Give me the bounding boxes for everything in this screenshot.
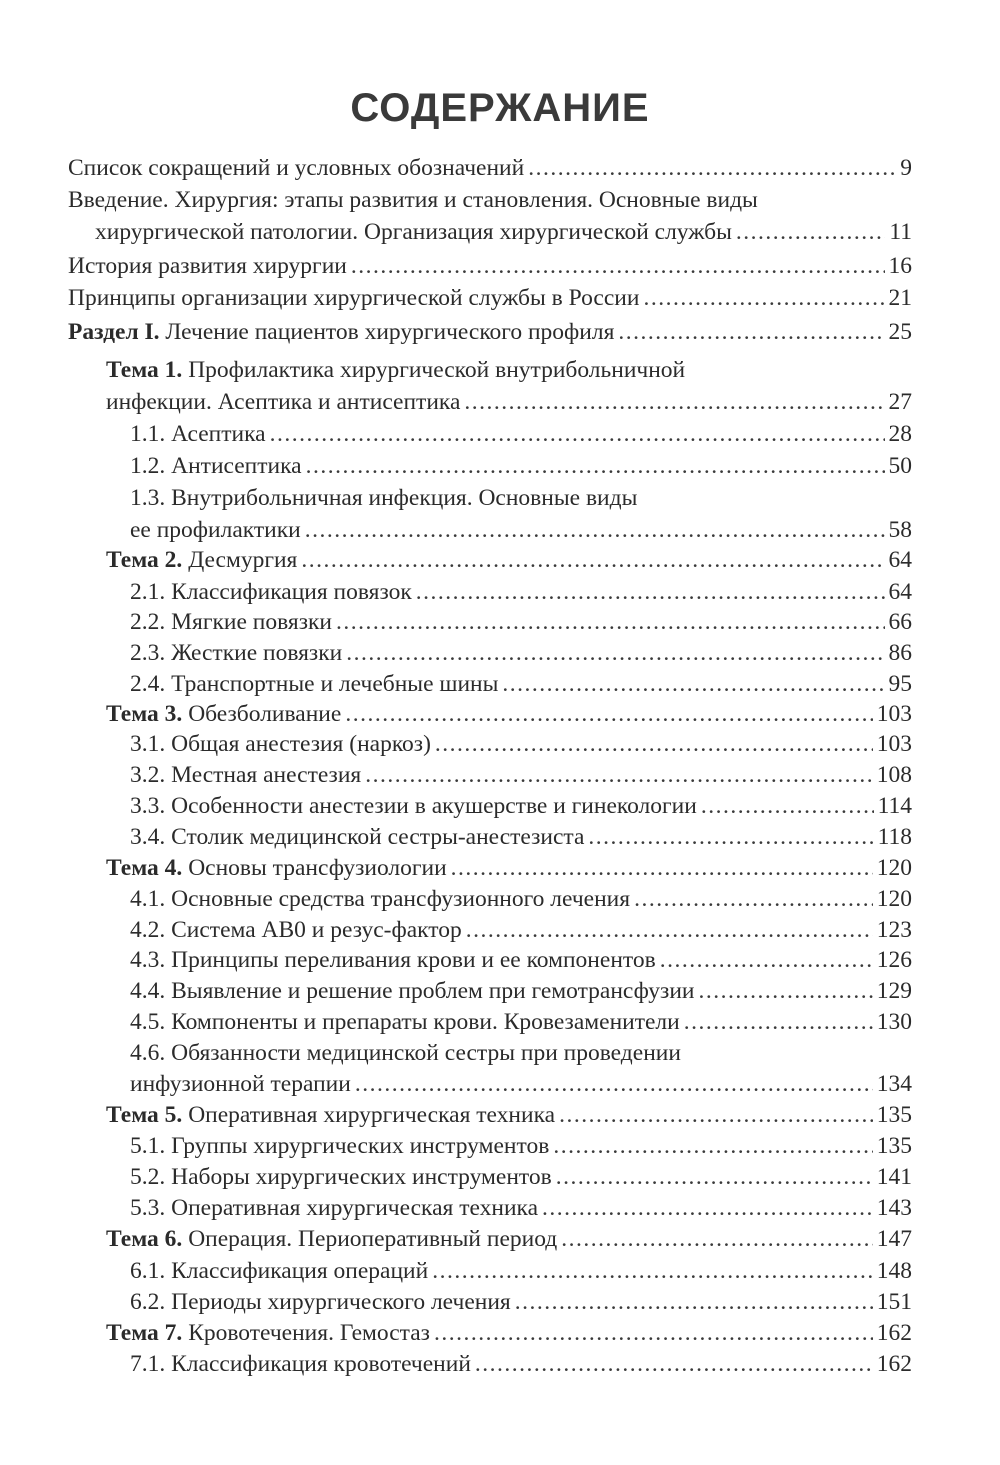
toc-entry (130, 1348, 912, 1380)
page-number: 141 (876, 1164, 912, 1190)
page-number: 135 (876, 1102, 912, 1128)
dot-leader (634, 883, 873, 915)
dot-leader (432, 1255, 873, 1287)
dot-leader (416, 576, 885, 608)
dot-leader (270, 418, 885, 450)
page-number: 143 (876, 1195, 912, 1221)
dot-leader (660, 944, 873, 976)
entry-title: Обезболивание (188, 701, 342, 727)
dot-leader (435, 728, 873, 760)
toc-entry-continuation (130, 514, 912, 546)
toc-entry (130, 821, 912, 853)
entry-title: Принципы организации хирургической службы в России (68, 285, 640, 311)
entry-text (130, 883, 630, 915)
dot-leader (698, 975, 872, 1007)
page-number: 28 (888, 421, 912, 447)
entry-title: Оперативная хирургическая техника (188, 1102, 556, 1128)
entry-text (130, 576, 412, 608)
entry-text (130, 606, 332, 638)
entry-text (130, 914, 462, 946)
dot-leader (736, 216, 885, 248)
dot-leader (701, 790, 874, 822)
entry-text (106, 852, 447, 884)
entry-title: 6.1. Классификация операций (130, 1258, 429, 1284)
entry-title: 3.1. Общая анестезия (наркоз) (130, 731, 431, 757)
entry-title: Введение. Хирургия: этапы развития и становления. Основные виды (68, 187, 758, 213)
dot-leader (515, 1286, 873, 1318)
entry-title: 1.3. Внутрибольничная инфекция. Основные виды (130, 485, 638, 511)
toc-entry (130, 482, 637, 514)
page-number: 162 (876, 1320, 912, 1346)
entry-title-continued: инфекции. Асептика и антисептика (106, 389, 461, 415)
dot-leader (561, 1223, 873, 1255)
entry-label: Тема 3. (106, 701, 183, 727)
toc-entry (130, 1286, 912, 1318)
page-number: 123 (876, 917, 912, 943)
entry-text (130, 975, 694, 1007)
toc-entry (130, 728, 912, 760)
page-number: 114 (877, 793, 912, 819)
toc-entry (106, 354, 685, 386)
entry-text (130, 1286, 511, 1318)
page-number: 64 (888, 579, 912, 605)
entry-label: Тема 5. (106, 1102, 183, 1128)
dot-leader (475, 1348, 873, 1380)
dot-leader (643, 282, 884, 314)
dot-leader (336, 606, 885, 638)
dot-leader (365, 759, 873, 791)
page-number: 120 (876, 855, 912, 881)
entry-title: Профилактика хирургической внутрибольничной (188, 357, 686, 383)
page-number: 27 (888, 389, 912, 415)
entry-title-continued: ее профилактики (130, 517, 301, 543)
entry-text (106, 698, 341, 730)
entry-title: 3.4. Столик медицинской сестры-анестезиста (130, 824, 585, 850)
dot-leader (451, 852, 873, 884)
toc-entry (130, 790, 912, 822)
page-number: 134 (876, 1071, 912, 1097)
entry-title: Основы трансфузиологии (188, 855, 447, 881)
entry-text (68, 250, 347, 282)
toc-entry-continuation (130, 1068, 912, 1100)
entry-title: 3.3. Особенности анестезии в акушерстве и гинекологии (130, 793, 697, 819)
entry-text (68, 282, 639, 314)
dot-leader (305, 514, 885, 546)
dot-leader (434, 1317, 873, 1349)
toc-entry-continuation (95, 216, 912, 248)
toc-entry (130, 418, 912, 450)
page-number: 16 (888, 253, 912, 279)
entry-title: 2.4. Транспортные и лечебные шины (130, 671, 499, 697)
toc-entry (68, 250, 912, 282)
entry-text (130, 1348, 471, 1380)
toc-entry (130, 883, 912, 915)
entry-title: 2.3. Жесткие повязки (130, 640, 343, 666)
entry-text (130, 790, 697, 822)
toc-entry (130, 1192, 912, 1224)
dot-leader (556, 1161, 873, 1193)
entry-title: 3.2. Местная анестезия (130, 762, 362, 788)
dot-leader (559, 1099, 873, 1131)
toc-entry (130, 668, 912, 700)
entry-title: Лечение пациентов хирургического профиля (165, 319, 615, 345)
toc-entry (106, 1223, 912, 1255)
entry-title: История развития хирургии (68, 253, 347, 279)
toc-entry (106, 1099, 912, 1131)
entry-title: 5.2. Наборы хирургических инструментов (130, 1164, 552, 1190)
entry-text (130, 944, 656, 976)
dot-leader (464, 386, 884, 418)
entry-text (130, 637, 342, 669)
page-number: 66 (888, 609, 912, 635)
entry-text (130, 1161, 552, 1193)
entry-title: Операция. Периоперативный период (188, 1226, 558, 1252)
dot-leader (502, 668, 884, 700)
entry-text (130, 1006, 680, 1038)
entry-title: 1.2. Антисептика (130, 453, 302, 479)
toc-entry (130, 1037, 681, 1069)
page-number: 118 (877, 824, 912, 850)
page-number: 95 (888, 671, 912, 697)
toc-entry (68, 184, 758, 216)
toc-entry (106, 698, 912, 730)
entry-label: Тема 2. (106, 547, 183, 573)
entry-title: 5.3. Оперативная хирургическая техника (130, 1195, 539, 1221)
toc-entry (106, 544, 912, 576)
page-number: 11 (889, 219, 912, 245)
page-title: СОДЕРЖАНИЕ (350, 86, 650, 130)
entry-text (68, 316, 614, 348)
entry-title: Кровотечения. Гемостаз (188, 1320, 430, 1346)
page-number: 108 (876, 762, 912, 788)
page-number: 50 (888, 453, 912, 479)
entry-text (130, 728, 431, 760)
page-number: 64 (888, 547, 912, 573)
entry-label: Раздел I. (68, 319, 160, 345)
toc-entry-continuation (106, 386, 912, 418)
toc-entry (106, 1317, 912, 1349)
entry-title-continued: инфузионной терапии (130, 1071, 351, 1097)
entry-title: Список сокращений и условных обозначений (68, 155, 525, 181)
entry-text (130, 450, 302, 482)
toc-entry (130, 576, 912, 608)
page-number: 120 (876, 886, 912, 912)
page-number: 25 (888, 319, 912, 345)
dot-leader (618, 316, 884, 348)
page-number: 130 (876, 1009, 912, 1035)
entry-title: 4.4. Выявление и решение проблем при гемотрансфузии (130, 978, 695, 1004)
entry-text (130, 821, 584, 853)
dot-leader (306, 450, 885, 482)
dot-leader (684, 1006, 873, 1038)
entry-title: 6.2. Периоды хирургического лечения (130, 1289, 511, 1315)
page-number: 151 (876, 1289, 912, 1315)
entry-label: Тема 6. (106, 1226, 183, 1252)
entry-title: 2.1. Классификация повязок (130, 579, 412, 605)
entry-label: Тема 4. (106, 855, 183, 881)
toc-entry (130, 975, 912, 1007)
page-number: 148 (876, 1258, 912, 1284)
dot-leader (351, 250, 885, 282)
page-number: 135 (876, 1133, 912, 1159)
toc-entry (130, 637, 912, 669)
dot-leader (466, 914, 873, 946)
toc-entry (130, 1006, 912, 1038)
entry-title: 4.5. Компоненты и препараты крови. Кровезаменители (130, 1009, 680, 1035)
entry-label: Тема 1. (106, 357, 183, 383)
entry-title: 1.1. Асептика (130, 421, 266, 447)
dot-leader (301, 544, 884, 576)
toc-entry (130, 944, 912, 976)
toc-entry (106, 852, 912, 884)
entry-text (106, 1317, 430, 1349)
entry-text (130, 1192, 538, 1224)
page-number: 147 (876, 1226, 912, 1252)
page-number: 9 (900, 155, 912, 181)
entry-title: Десмургия (188, 547, 298, 573)
entry-text (130, 1130, 549, 1162)
toc-entry (130, 606, 912, 638)
toc-entry (130, 759, 912, 791)
entry-text (130, 1255, 428, 1287)
page-number: 162 (876, 1351, 912, 1377)
toc-entry (68, 282, 912, 314)
toc-entry (130, 914, 912, 946)
page-number: 129 (876, 978, 912, 1004)
toc-entry (130, 1161, 912, 1193)
dot-leader (345, 698, 872, 730)
toc-entry (130, 1130, 912, 1162)
entry-text (130, 418, 266, 450)
entry-title-continued: хирургической патологии. Организация хирургической службы (95, 219, 732, 245)
entry-text (130, 759, 361, 791)
dot-leader (588, 821, 873, 853)
entry-text (130, 668, 498, 700)
entry-label: Тема 7. (106, 1320, 183, 1346)
dot-leader (528, 152, 896, 184)
page-number: 126 (876, 947, 912, 973)
dot-leader (553, 1130, 872, 1162)
page-number: 58 (888, 517, 912, 543)
entry-title: 4.6. Обязанности медицинской сестры при проведении (130, 1040, 681, 1066)
entry-title: 4.2. Система АВ0 и резус-фактор (130, 917, 462, 943)
dot-leader (542, 1192, 873, 1224)
dot-leader (355, 1068, 873, 1100)
page-number: 86 (888, 640, 912, 666)
page-number: 103 (876, 731, 912, 757)
entry-title: 2.2. Мягкие повязки (130, 609, 332, 635)
entry-title: 7.1. Классификация кровотечений (130, 1351, 471, 1377)
entry-title: 4.3. Принципы переливания крови и ее компонентов (130, 947, 656, 973)
toc-entry (130, 1255, 912, 1287)
toc-entry (130, 450, 912, 482)
entry-text (106, 1223, 557, 1255)
toc-entry (68, 152, 912, 184)
page-number: 103 (876, 701, 912, 727)
entry-text (68, 152, 524, 184)
entry-text (106, 544, 297, 576)
entry-title: 4.1. Основные средства трансфузионного лечения (130, 886, 631, 912)
toc-entry (68, 316, 912, 348)
page-number: 21 (888, 285, 912, 311)
entry-title: 5.1. Группы хирургических инструментов (130, 1133, 550, 1159)
entry-text (106, 1099, 555, 1131)
dot-leader (346, 637, 884, 669)
